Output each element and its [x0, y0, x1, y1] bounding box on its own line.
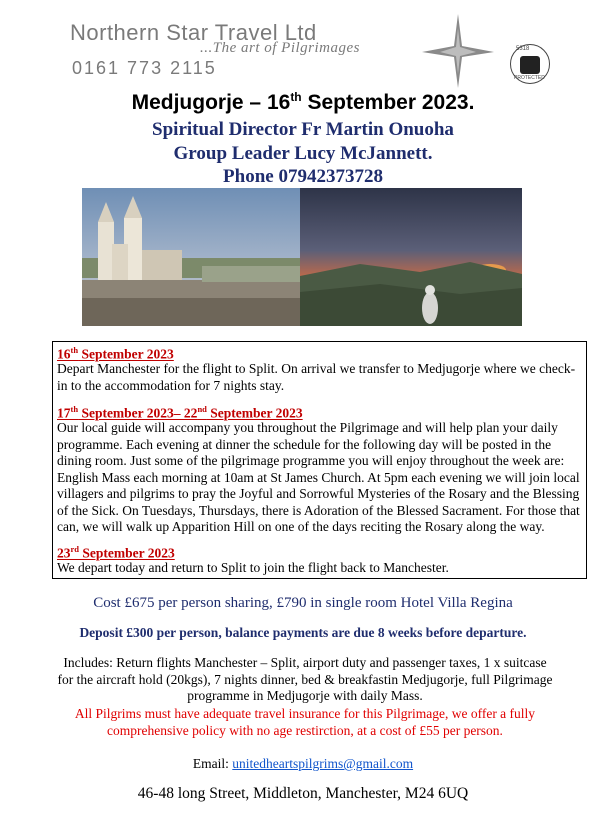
cost-line: Cost £675 per person sharing, £790 in single room Hotel Villa Regina	[93, 595, 513, 611]
deposit-line: Deposit £300 per person, balance payments are due 8 weeks before departure.	[79, 625, 527, 640]
itinerary-text-3: We depart today and return to Split to join the flight back to Manchester.	[57, 560, 449, 575]
north-star-icon	[418, 14, 494, 88]
sunset-landscape-photo	[300, 188, 522, 326]
spiritual-director: Spiritual Director Fr Martin Onuoha	[152, 119, 454, 140]
email-link[interactable]: unitedheartspilgrims@gmail.com	[232, 756, 414, 771]
itinerary-date-3: 23rd September 2023	[57, 544, 175, 561]
company-tagline: ...The art of Pilgrimages	[200, 40, 361, 56]
badge-number: 5318	[516, 46, 530, 52]
church-photo	[82, 188, 300, 326]
itinerary-date-1: 16th September 2023	[57, 345, 174, 362]
itinerary-date-2: 17th September 2023– 22nd September 2023	[57, 404, 303, 421]
company-name: Northern Star Travel Ltd	[70, 20, 317, 45]
badge-label: PROTECTED	[514, 75, 545, 81]
company-phone: 0161 773 2115	[72, 58, 217, 78]
email-label: Email:	[192, 756, 233, 771]
itinerary-text-2: Our local guide will accompany you throughout the Pilgrimage and will help plan your daily programme. Each evening at dinner the schedule for the following day will be posted in the dining room. Just some of the pilgrimage programme you will enjoy throughout the week are: English Mass each morning at 10am at St James Church. At 5pm each evening we will join local villagers and pilgrims to pray the Joyful and Sorrowful Mysteries of the Rosary and the Blessing of the Sick. On Tuesdays, Thursdays, there is Adoration of the Blessed Sacrament. For those that can, we will walk up Apparition Hill on one of the days reciting the Rosary along the way.	[57, 420, 580, 534]
contact-phone: Phone 07942373728	[223, 166, 383, 187]
insurance-notice: All Pilgrims must have adequate travel insurance for this Pilgrimage, we offer a fully comprehensive policy with no age restirction, at a cost of £55 per person.	[74, 706, 536, 738]
postal-address: 46-48 long Street, Middleton, Manchester, M24 6UQ	[137, 785, 469, 802]
group-leader: Group Leader Lucy McJannett.	[173, 143, 433, 164]
page-title: Medjugorje – 16th September 2023.	[131, 90, 475, 114]
itinerary-text-1: Depart Manchester for the flight to Split. On arrival we transfer to Medjugorje where we check-in to the accommodation for 7 nights stay.	[57, 361, 576, 393]
includes-text: Includes: Return flights Manchester – Split, airport duty and passenger taxes, 1 x suitcase for the aircraft hold (20kgs), 7 nights dinner, bed & breakfastin Medjugorje, full Pilgrimage programme in Medjugorje with daily Mass.	[57, 655, 553, 703]
badge-emblem-icon	[520, 56, 540, 74]
email-line	[0, 756, 606, 772]
